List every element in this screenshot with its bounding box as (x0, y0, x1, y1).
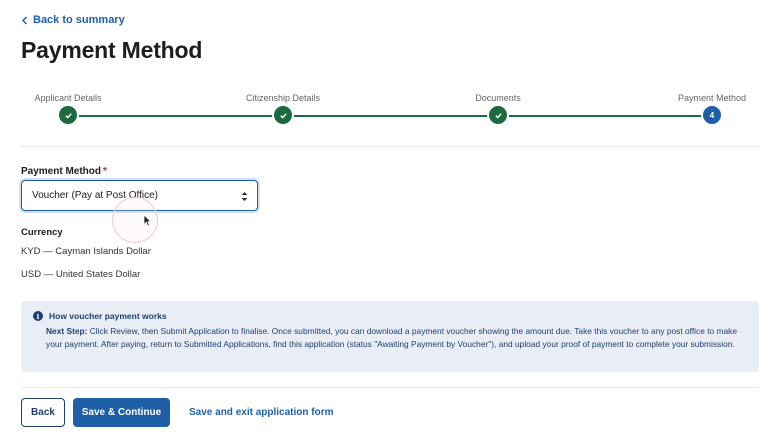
step-number-badge: 4 (703, 106, 721, 124)
info-panel-header (33, 311, 745, 321)
step-citizenship-details (228, 92, 338, 124)
section-divider (21, 146, 759, 147)
back-to-summary-link[interactable] (21, 14, 125, 26)
payment-method-selected-value: Voucher (Pay at Post Office) (32, 190, 158, 201)
payment-method-label (21, 166, 107, 177)
save-and-exit-link[interactable]: Save and exit application form (189, 407, 334, 418)
chevron-left-icon (21, 16, 28, 25)
mouse-cursor-icon (143, 214, 152, 227)
step-label: Citizenship Details (245, 93, 321, 103)
progress-stepper (21, 92, 759, 132)
check-icon (59, 106, 77, 124)
back-button[interactable]: Back (21, 398, 65, 427)
step-label: Applicant Details (34, 93, 102, 103)
check-icon (274, 106, 292, 124)
step-label: Documents (475, 93, 521, 103)
select-arrows-icon (241, 191, 248, 202)
save-continue-button[interactable]: Save & Continue (73, 398, 170, 427)
required-marker: * (103, 166, 107, 177)
back-to-summary-label: Back to summary (33, 14, 125, 26)
info-panel-text: Click Review, then Submit Application to finalise. Once submitted, you can download a payment voucher showing the amount due. Take this voucher to any post office to make your payment. After paying, return to Submitted Applications, find this application (status "Awaiting Payment by Voucher"), and upload your proof of payment to complete your submission. (46, 326, 738, 349)
info-panel-body (46, 325, 745, 351)
stepper-track (68, 115, 712, 117)
actions-divider (21, 387, 759, 388)
info-panel-title: How voucher payment works (49, 311, 167, 321)
currency-item-usd: USD — United States Dollar (21, 269, 141, 280)
voucher-info-panel (21, 301, 759, 372)
currency-item-kyd: KYD — Cayman Islands Dollar (21, 246, 151, 257)
page-title: Payment Method (21, 37, 203, 63)
check-icon (489, 106, 507, 124)
next-step-label: Next Step: (46, 326, 88, 336)
step-applicant-details (13, 92, 123, 124)
step-payment-method (657, 92, 767, 124)
info-icon: i (33, 311, 43, 321)
payment-method-label-text: Payment Method (21, 166, 102, 177)
currency-title: Currency (21, 227, 63, 238)
step-label: Payment Method (677, 93, 747, 103)
step-documents (443, 92, 553, 124)
